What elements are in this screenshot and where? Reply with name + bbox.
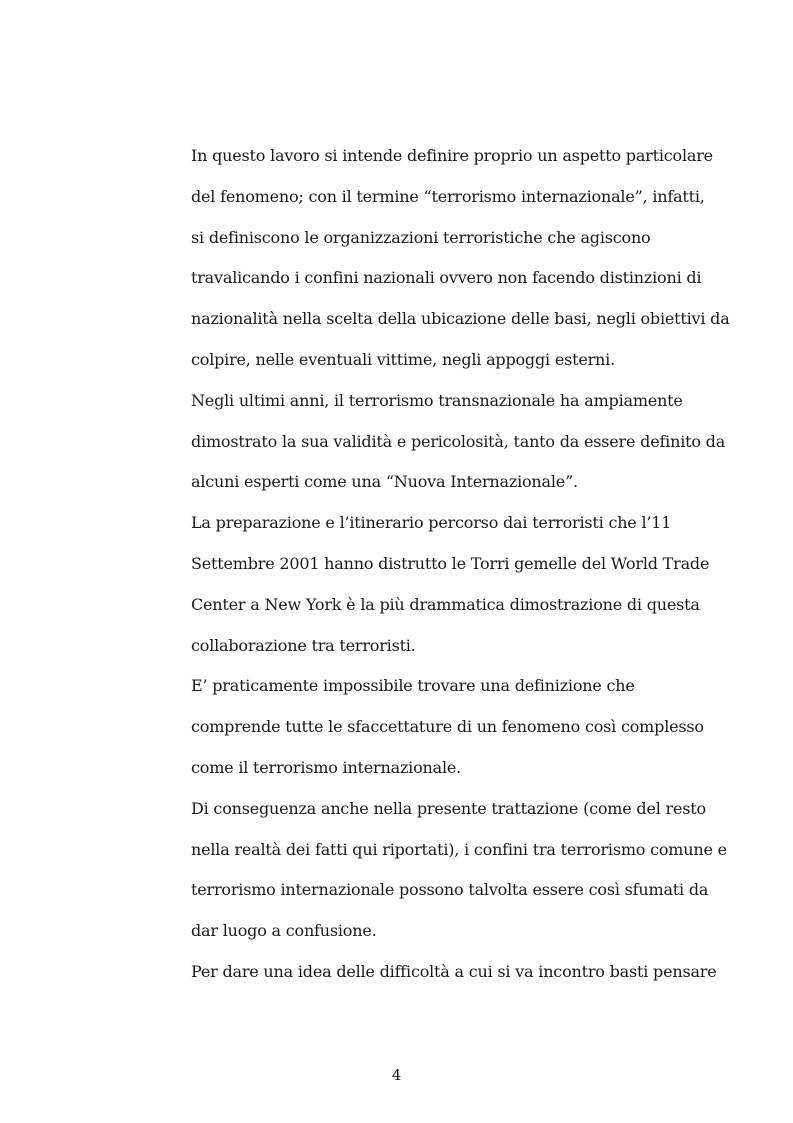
text-line: nella realtà dei fatti qui riportati), i confini tra terrorismo comune e: [191, 839, 727, 859]
text-line: del fenomeno; con il termine “terrorismo internazionale”, infatti,: [191, 186, 705, 206]
text-line: si definiscono le organizzazioni terroristiche che agiscono: [191, 227, 651, 247]
text-line: Negli ultimi anni, il terrorismo transnazionale ha ampiamente: [191, 390, 683, 410]
text-line: colpire, nelle eventuali vittime, negli appoggi esterni.: [191, 349, 615, 369]
text-line: terrorismo internazionale possono talvolta essere così sfumati da: [191, 880, 709, 900]
body-text: [191, 143, 730, 1000]
text-line: alcuni esperti come una “Nuova Internazionale”.: [191, 472, 578, 492]
page-number: 4: [391, 1066, 402, 1084]
text-line: comprende tutte le sfaccettature di un fenomeno così complesso: [191, 717, 704, 737]
text-line: dar luogo a confusione.: [191, 921, 377, 941]
text-line: travalicando i confini nazionali ovvero non facendo distinzioni di: [191, 268, 702, 288]
text-line: dimostrato la sua validità e pericolosità, tanto da essere definito da: [191, 431, 726, 451]
text-line: Di conseguenza anche nella presente trattazione (come del resto: [191, 798, 706, 818]
text-line: La preparazione e l’itinerario percorso dai terroristi che l’11: [191, 513, 672, 533]
text-line: Settembre 2001 hanno distrutto le Torri gemelle del World Trade: [191, 553, 710, 573]
text-line: E’ praticamente impossibile trovare una definizione che: [191, 676, 635, 696]
text-line: collaborazione tra terroristi.: [191, 635, 416, 655]
text-line: In questo lavoro si intende definire proprio un aspetto particolare: [191, 146, 713, 165]
text-line: nazionalità nella scelta della ubicazione delle basi, negli obiettivi da: [191, 309, 730, 329]
text-line: Center a New York è la più drammatica dimostrazione di questa: [191, 594, 700, 614]
text-line: come il terrorismo internazionale.: [191, 757, 462, 777]
text-line: Per dare una idea delle difficoltà a cui si va incontro basti pensare: [191, 961, 717, 981]
